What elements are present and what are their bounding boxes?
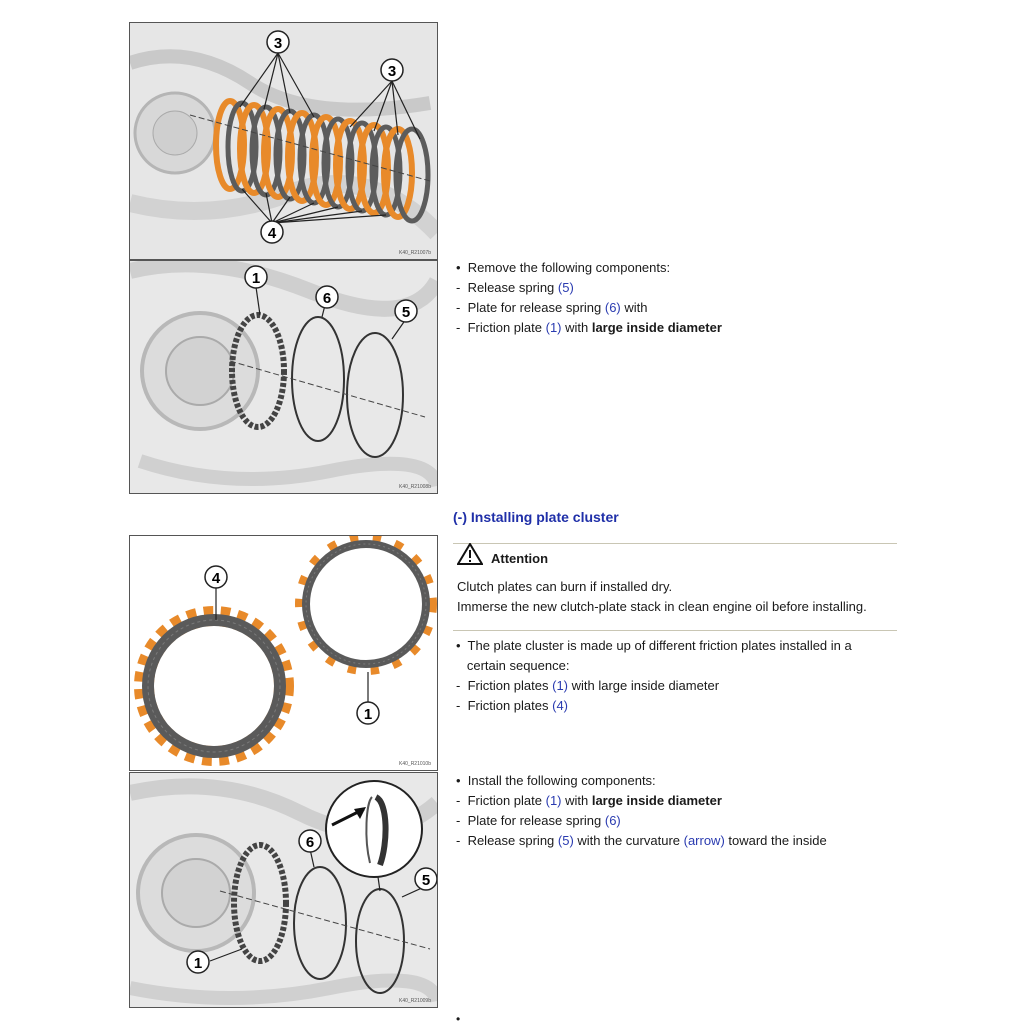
ref-link[interactable]: (5) [557, 280, 574, 295]
friction-plates-illustration [130, 536, 437, 770]
list-item: - Release spring (5) [456, 280, 574, 295]
list-item: certain sequence: [466, 658, 570, 673]
callout-1 [245, 266, 267, 288]
section-title[interactable]: (-) Installing plate cluster [453, 509, 619, 525]
install-components-illustration [130, 773, 437, 1007]
list-item: • The plate cluster is made up of different friction plates installed in a [456, 638, 852, 653]
svg-text:1: 1 [193, 955, 203, 972]
svg-text:4: 4 [267, 225, 277, 242]
ref-link[interactable]: (5) [557, 833, 574, 848]
warning-icon [457, 543, 483, 565]
list-item: • Remove the following components: [456, 260, 671, 275]
remove-components-illustration [130, 261, 437, 493]
footer-bullet: • [456, 1012, 461, 1026]
ref-link[interactable]: (1) [545, 320, 562, 335]
svg-text:6: 6 [322, 290, 332, 307]
attention-text: Clutch plates can burn if installed dry. Immerse the new clutch-plate stack in clean engine oil before installing. [457, 579, 867, 614]
callout-5 [415, 868, 437, 890]
callout-1 [187, 951, 209, 973]
callout-6 [316, 286, 338, 308]
callout-3b [381, 59, 403, 81]
remove-components-text [456, 258, 722, 338]
svg-text:3: 3 [387, 63, 397, 80]
figure-code: K40_R21008b [399, 484, 431, 490]
figure-plate-stack [129, 22, 438, 260]
figure-friction-plates [129, 535, 438, 771]
figure-code: K40_R21009b [399, 998, 431, 1004]
list-item: - Plate for release spring (6) with [456, 300, 648, 315]
svg-text:5: 5 [401, 304, 411, 321]
callout-3a [267, 31, 289, 53]
figure-remove-components [129, 260, 438, 494]
svg-text:3: 3 [273, 35, 283, 52]
list-item: - Release spring (5) with the curvature (arrow) toward the inside [456, 833, 827, 848]
list-item: • Install the following components: [456, 773, 656, 788]
list-item: - Friction plates (1) with large inside diameter [456, 678, 720, 693]
attention-header [457, 541, 548, 566]
ref-link[interactable]: (4) [552, 698, 568, 713]
ref-link[interactable]: (6) [604, 813, 621, 828]
callout-6 [299, 830, 321, 852]
svg-text:1: 1 [251, 270, 261, 287]
plate-cluster-text [456, 636, 852, 716]
ref-link[interactable]: (6) [604, 300, 621, 315]
divider [453, 630, 897, 631]
attention-title: Attention [491, 551, 549, 566]
plate-stack-illustration [130, 23, 437, 259]
svg-text:5: 5 [421, 872, 431, 889]
list-item: - Plate for release spring (6) [456, 813, 621, 828]
figure-code: K40_R21010b [399, 761, 431, 767]
callout-5 [395, 300, 417, 322]
ref-link[interactable]: (1) [545, 793, 562, 808]
callout-4 [261, 221, 283, 243]
svg-text:6: 6 [305, 834, 315, 851]
svg-text:1: 1 [363, 706, 373, 723]
callout-1 [357, 702, 379, 724]
list-item: - Friction plates (4) [456, 698, 568, 713]
ref-link[interactable]: (1) [552, 678, 568, 693]
ref-link[interactable]: (arrow) [683, 833, 725, 848]
svg-text:4: 4 [211, 570, 221, 587]
install-components-text [456, 771, 827, 851]
figure-install-components [129, 772, 438, 1008]
callout-4 [205, 566, 227, 588]
list-item: - Friction plate (1) with large inside diameter [456, 320, 722, 335]
list-item: - Friction plate (1) with large inside diameter [456, 793, 722, 808]
figure-code: K40_R21007b [399, 250, 431, 256]
